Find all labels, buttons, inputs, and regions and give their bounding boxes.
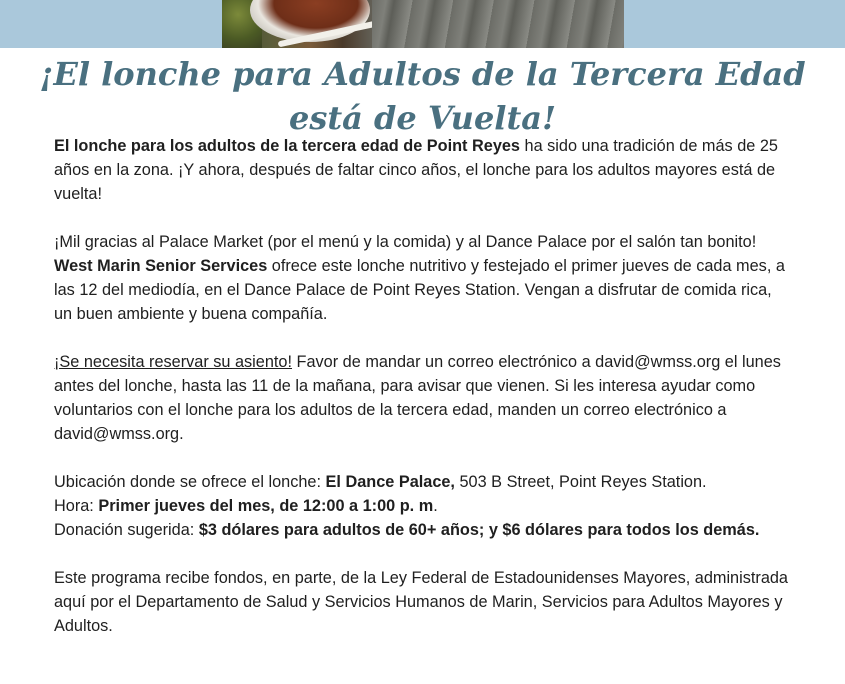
org-name: West Marin Senior Services [54, 257, 268, 275]
food-photo [222, 0, 624, 48]
reservation-paragraph [54, 350, 794, 446]
reservation-notice: ¡Se necesita reservar su asiento! [54, 353, 293, 371]
time-label: Hora: [54, 497, 99, 515]
time-value: Primer jueves del mes, de 12:00 a 1:00 p. m [98, 497, 434, 515]
intro-paragraph [54, 134, 794, 206]
donation-label: Donación sugerida: [54, 521, 199, 539]
location-venue: El Dance Palace, [325, 473, 455, 491]
thanks-paragraph [54, 230, 794, 326]
funding-paragraph: Este programa recibe fondos, en parte, de la Ley Federal de Estadounidenses Mayores, administrada aquí por el Departamento de Salud y Servicios Humanos de Marin, Servicios para Adultos Mayores y Adultos. [54, 569, 788, 635]
wood-table-decoration [372, 0, 624, 48]
intro-bold: El lonche para los adultos de la tercera edad de Point Reyes [54, 137, 520, 155]
donation-value: $3 dólares para adultos de 60+ años; y $6 dólares para todos los demás. [198, 521, 760, 539]
location-address: 503 B Street, Point Reyes Station. [454, 473, 707, 491]
time-period: . [433, 497, 438, 515]
thanks-text-b: ofrece este lonche nutritivo y festejado el primer jueves de cada mes, a las 12 del mediodía, en el Dance Palace de Point Reyes Station. Vengan a disfrutar de comida rica, un buen ambiente y buena compañía. [54, 257, 785, 323]
intro-text: ha sido una tradición de más de 25 años en la zona. ¡Y ahora, después de faltar cinco años, el lonche para los adultos mayores está de vuelta! [54, 137, 778, 203]
thanks-text-a: ¡Mil gracias al Palace Market (por el menú y la comida) y al Dance Palace por el salón tan bonito! [54, 233, 757, 251]
location-label: Ubicación donde se ofrece el lonche: [54, 473, 326, 491]
page-title-line-1: ¡El lonche para Adultos de la Tercera Edad [39, 55, 806, 93]
details-paragraph [54, 470, 794, 542]
reservation-text: Favor de mandar un correo electrónico a david@wmss.org el lunes antes del lonche, hasta las 11 de la mañana, para avisar que vienen. Si les interesa ayudar como voluntarios con el lonche para los adultos de la tercera edad, manden un correo electrónico a david@wmss.org. [54, 353, 781, 443]
page-title-line-2: está de Vuelta! [288, 99, 557, 137]
article-body [54, 134, 794, 638]
